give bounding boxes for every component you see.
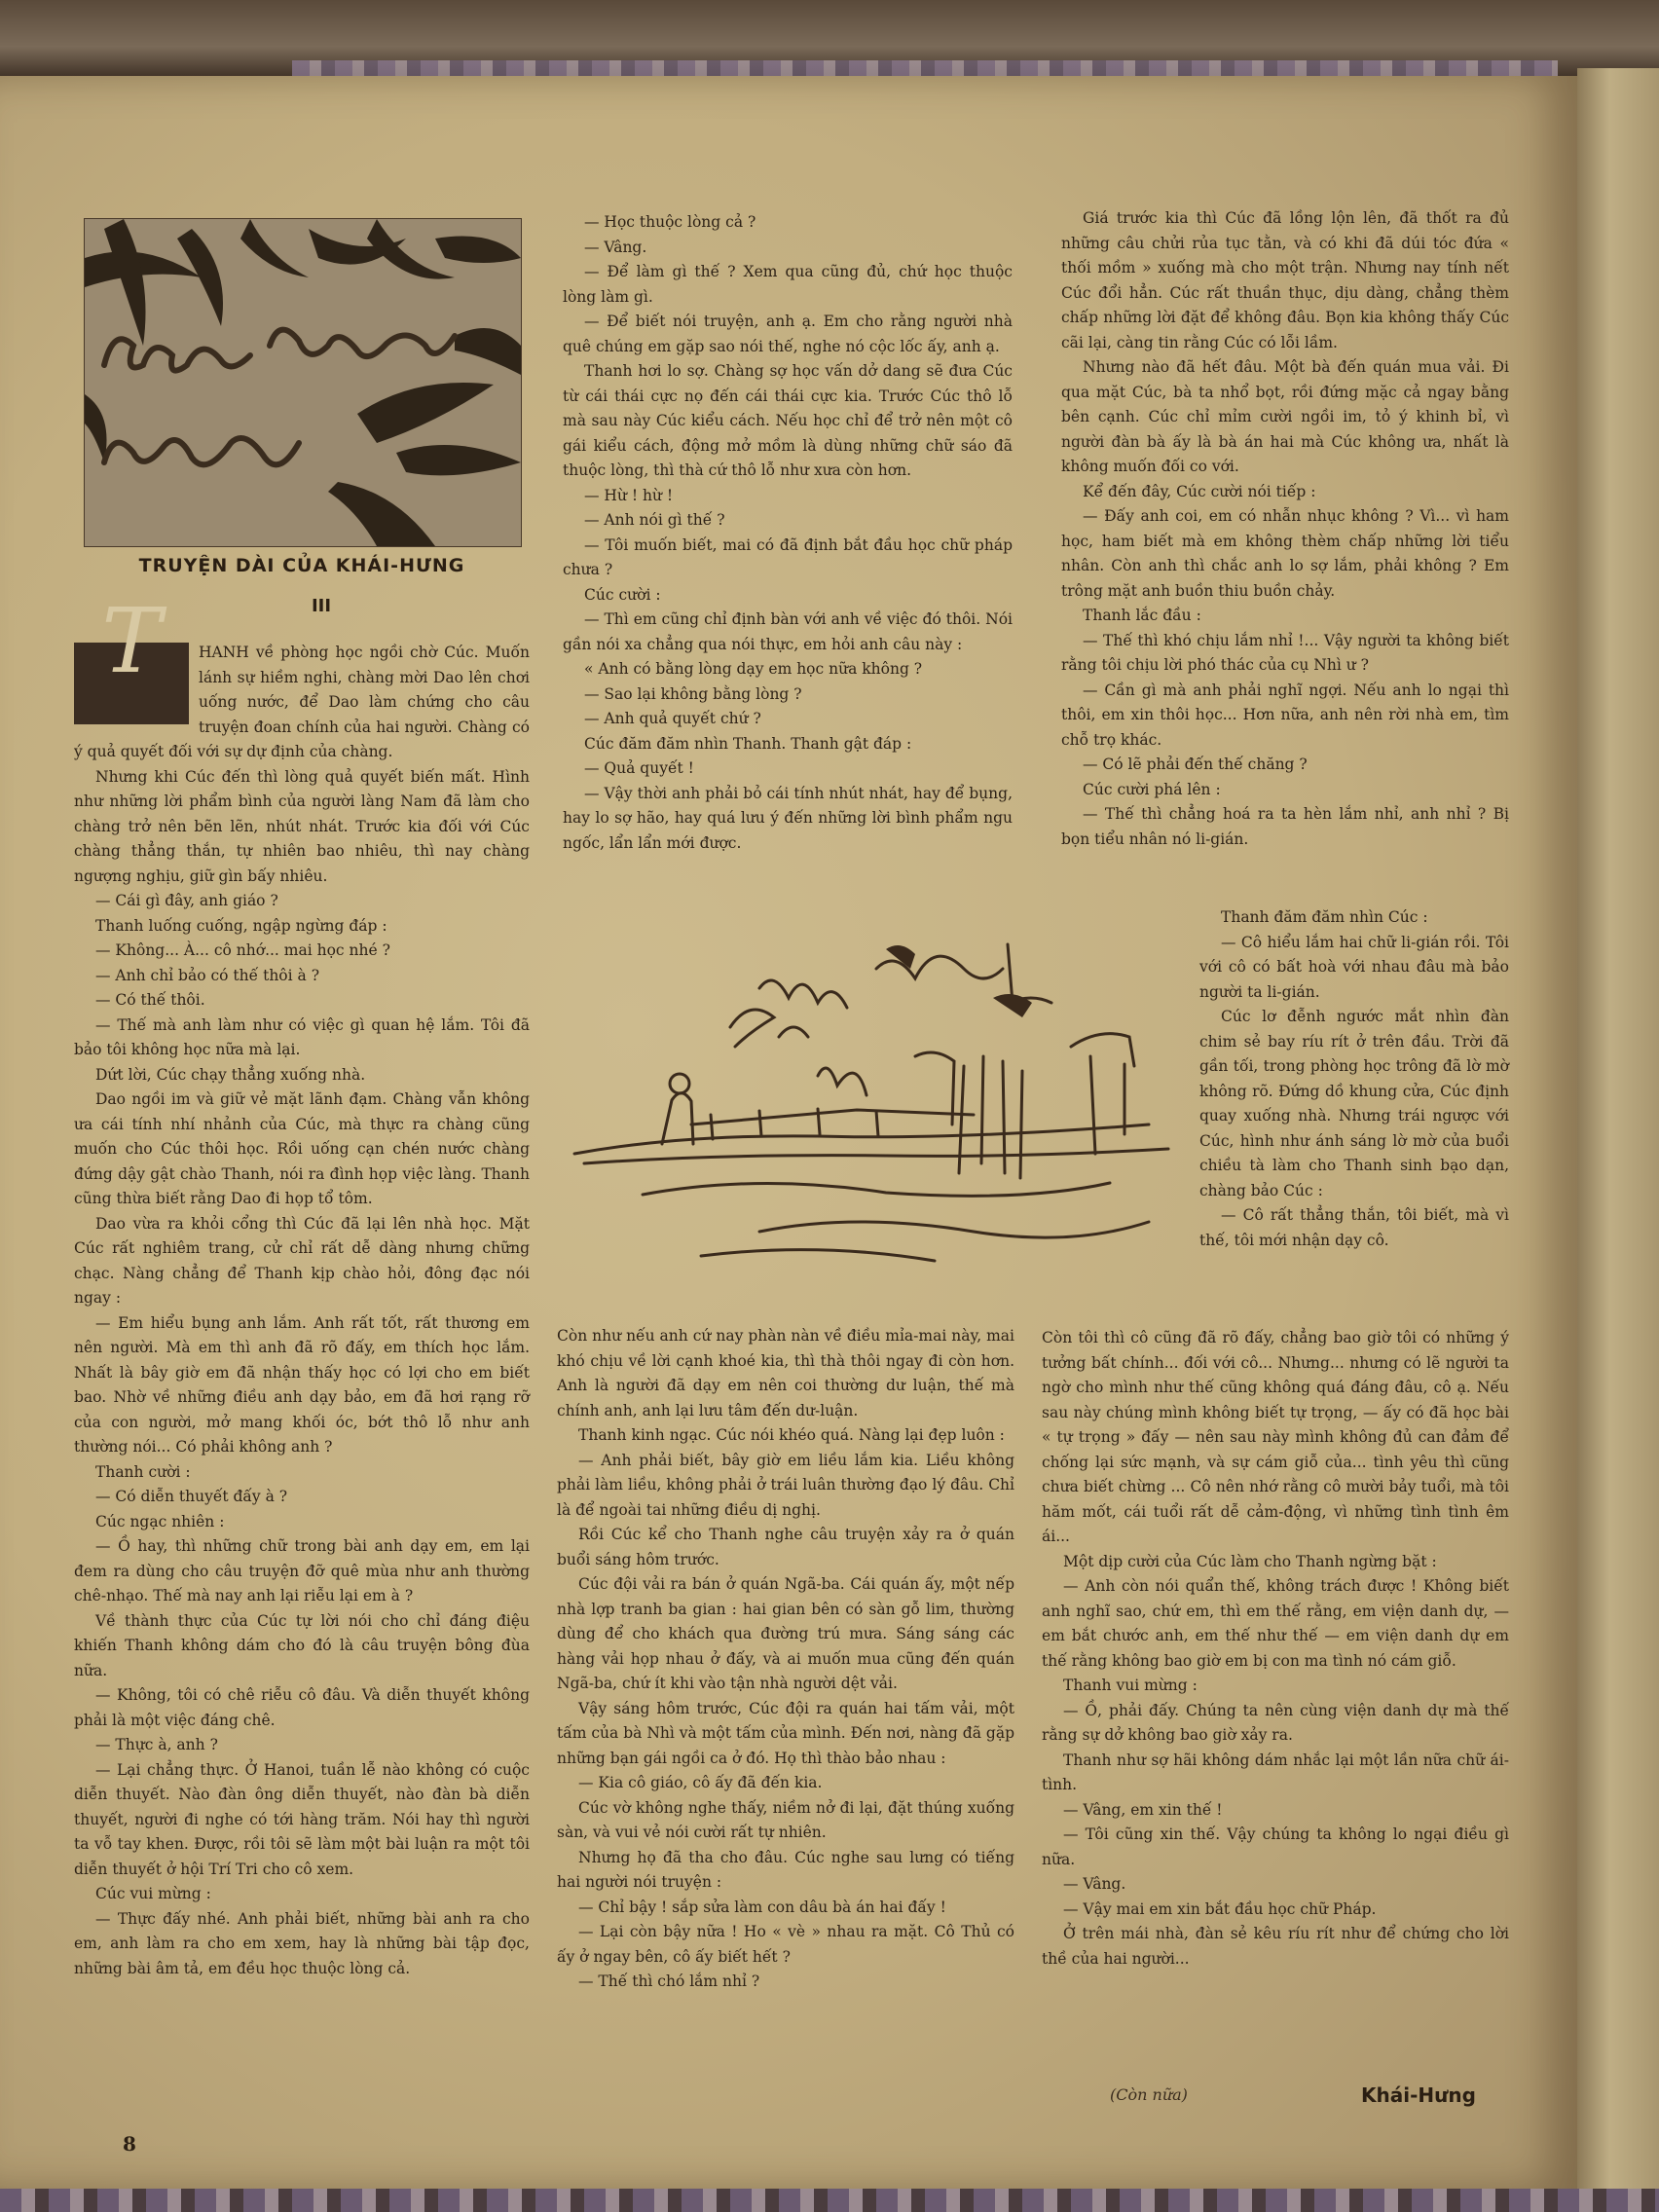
- paragraph: — Anh quả quyết chứ ?: [584, 710, 761, 727]
- paragraph: Nhưng họ đã tha cho đâu. Cúc nghe sau lưng có tiếng hai người nói truyện :: [557, 1848, 1014, 1891]
- paragraph: Thanh lắc đầu :: [1083, 607, 1201, 624]
- paragraph: — Để biết nói truyện, anh ạ. Em cho rằng người nhà quê chúng em gặp sao nói thế, nghe nó cộc lốc ấy, anh ạ.: [563, 313, 1013, 355]
- paragraph: Vậy sáng hôm trước, Cúc đội ra quán hai tấm vải, một tấm của bà Nhì và một tấm của mình. Đến nơi, nàng đã gặp những bạn gái ngồi ca ở đó. Họ thì thào bảo nhau :: [557, 1699, 1014, 1767]
- paragraph: — Chỉ bậy ! sắp sửa làm con dâu bà án hai đấy !: [578, 1898, 946, 1916]
- bamboo-leaves-art: [85, 219, 521, 546]
- paragraph: — Cô rất thẳng thắn, tôi biết, mà vì thế, tôi mới nhận dạy cô.: [1199, 1206, 1509, 1249]
- paragraph: Ở trên mái nhà, đàn sẻ kêu ríu rít như để chứng cho lời thề của hai người...: [1042, 1925, 1509, 1968]
- paragraph: — Ồ, phải đấy. Chúng ta nên cùng viện danh dự mà thế rằng sự dở không bao giờ xảy ra.: [1042, 1701, 1509, 1744]
- author-signature: Khái-Hưng: [1361, 2083, 1476, 2107]
- paragraph: Một dịp cười của Cúc làm cho Thanh ngừng bặt :: [1063, 1552, 1437, 1570]
- paragraph: Thanh vui mừng :: [1063, 1677, 1198, 1694]
- paragraph: Cúc đội vải ra bán ở quán Ngã-ba. Cái quán ấy, một nếp nhà lợp tranh ba gian : hai gian bên có sàn gỗ lim, thường dùng để cho khách qua đường trú mưa. Sáng sáng các hàng vải họp nhau ở đấy, và ai muốn mua cũng đến quán Ngã-ba, chứ ít khi vào tận nhà người dệt vải.: [557, 1575, 1014, 1692]
- paragraph: « Anh có bằng lòng dạy em học nữa không ?: [584, 660, 923, 678]
- paragraph: — Cần gì mà anh phải nghĩ ngợi. Nếu anh lo ngại thì thôi, em xin thôi học... Hơn nữa, anh nên rời nhà em, tìm chỗ trọ khác.: [1061, 681, 1509, 749]
- title-illustration: [84, 218, 522, 547]
- paragraph: Còn tôi thì cô cũng đã rõ đấy, chẳng bao giờ tôi có những ý tưởng bất chính... đối với cô... Nhưng... nhưng có lẽ người ta ngờ cho mình như thế cũng không quá đáng đâu, cô ạ. Nếu sau này chúng mình không biết tự trọng, — ấy có đã học bài « tự trọng » đấy — nên sau này mình không đủ can đảm để chống lại sức mạnh, và sự cám giỗ của... tình yêu thì cũng chưa biết chừng ... Cô nên nhớ rằng cô mười bảy tuổi, mà tôi hăm mốt, cái tuổi rất dễ cảm-động, vì những tình tình êm ái...: [1042, 1329, 1509, 1545]
- paragraph: — Tôi muốn biết, mai có đã định bắt đầu học chữ pháp chưa ?: [563, 535, 1013, 578]
- paragraph: — Anh nói gì thế ?: [584, 511, 725, 529]
- paragraph: Cúc cười phá lên :: [1083, 780, 1221, 798]
- continued-note: (Còn nữa): [1110, 2085, 1188, 2104]
- paragraph: — Ồ hay, thì những chữ trong bài anh dạy em, em lại đem ra dùng cho câu truyện đỡ quê mùa như anh thường chê-nhạo. Thế mà nay anh lại riễu lại em à ?: [74, 1537, 530, 1604]
- byline: TRUYỆN DÀI CỦA KHÁI-HƯNG: [138, 555, 465, 576]
- drop-cap: T: [74, 643, 189, 724]
- paragraph: Cúc ngạc nhiên :: [95, 1512, 225, 1530]
- paragraph: — Quả quyết !: [584, 759, 694, 777]
- page-number: 8: [123, 2132, 136, 2156]
- paragraph: — Vâng, em xin thế !: [1063, 1800, 1223, 1819]
- paragraph: Thanh luống cuống, ngập ngừng đáp :: [95, 916, 387, 935]
- paragraph: — Lại chẳng thực. Ở Hanoi, tuần lễ nào không có cuộc diễn thuyết. Nào đàn ông diễn thuyết, nào đàn bà diễn thuyết, người đi nghe có tới hàng trăm. Nói hay thì người ta vỗ tay khen. Được, rồi tôi sẽ làm một bài luận ra một tôi diễn thuyết ở hội Trí Tri cho cô xem.: [74, 1760, 530, 1878]
- paragraph: — Thế thì chó lắm nhỉ ?: [578, 1972, 760, 1990]
- paragraph: — Anh còn nói quẩn thế, không trách được ! Không biết anh nghĩ sao, chứ em, thì em thế rằng, em viện danh dự, — em bắt chước anh, em thế như thế — em viện danh dự em thế rằng không bao giờ em bị con ma tình nó cám giỗ.: [1042, 1577, 1509, 1670]
- paragraph: — Vậy thời anh phải bỏ cái tính nhút nhát, hay để bụng, hay lo sợ hão, hay quá lưu ý đến những lời bình phẩm ngu ngốc, lẩn lẩn mới được.: [563, 784, 1013, 852]
- paragraph: — Thế thì khó chịu lắm nhỉ !... Vậy người ta không biết rằng tôi chịu lời phó thác của cụ Nhì ư ?: [1061, 631, 1509, 674]
- paragraph: Thanh cười :: [95, 1462, 191, 1481]
- paragraph: — Có thế thôi.: [95, 991, 205, 1009]
- paragraph: — Vâng.: [1063, 1875, 1126, 1893]
- paragraph: Còn như nếu anh cứ nay phàn nàn về điều mỉa-mai này, mai khó chịu về lời cạnh khoé kia, thì thà thôi ngay đi còn hơn. Anh là người đã dạy em nên coi thường dư luận, thế mà chính anh, anh lại lưu tâm đến dư-luận.: [557, 1327, 1014, 1419]
- paragraph: Rồi Cúc kể cho Thanh nghe câu truyện xảy ra ở quán buổi sáng hôm trước.: [557, 1526, 1014, 1568]
- paragraph: Nhưng nào đã hết đâu. Một bà đến quán mua vải. Đi qua mặt Cúc, bà ta nhổ bọt, rồi đứng mặc cả ngay bằng bên cạnh. Cúc chỉ mỉm cười ngồi im, tỏ ý khinh bỉ, vì người đàn bà ấy là bà án hai mà Cúc không ưa, nhất là không muốn đối co với.: [1061, 358, 1509, 475]
- paragraph: — Thế thì chẳng hoá ra ta hèn lắm nhỉ, anh nhỉ ? Bị bọn tiểu nhân nó li-gián.: [1061, 805, 1509, 848]
- background-bottom: [0, 2189, 1659, 2212]
- column-3-bottom: [1042, 1326, 1509, 1972]
- paragraph: Dao ngồi im và giữ vẻ mặt lãnh đạm. Chàng vẫn không ưa cái tính nhí nhảnh của Cúc, mà thực ra chàng cũng muốn cho Cúc thôi học. Rồi uống cạn chén nước chàng đứng dậy gật chào Thanh, nói ra đình họp việc làng. Thanh cũng thừa biết rằng Dao đi họp tổ tôm.: [74, 1090, 530, 1207]
- paragraph: — Cái gì đây, anh giáo ?: [95, 892, 278, 909]
- paragraph: — Không, tôi có chê riễu cô đâu. Và diễn thuyết không phải là một việc đáng chê.: [74, 1686, 530, 1729]
- paragraph: — Hừ ! hừ !: [584, 486, 674, 504]
- paragraph: Thanh đăm đăm nhìn Cúc :: [1221, 908, 1428, 926]
- paragraph: — Có diễn thuyết đấy à ?: [95, 1488, 288, 1505]
- paragraph: Kể đến đây, Cúc cười nói tiếp :: [1083, 482, 1316, 500]
- paragraph: — Sao lại không bằng lòng ?: [584, 684, 802, 703]
- paragraph: — Tôi cũng xin thế. Vậy chúng ta không lo ngại điều gì nữa.: [1042, 1825, 1509, 1868]
- paragraph: Cúc đăm đăm nhìn Thanh. Thanh gật đáp :: [584, 734, 912, 753]
- paragraph: Thanh như sợ hãi không dám nhắc lại một lần nữa chữ ái-tình.: [1042, 1751, 1509, 1793]
- paragraph: — Thực à, anh ?: [95, 1736, 218, 1753]
- paragraph: Thanh hơi lo sợ. Chàng sợ học vấn dở dang sẽ đưa Cúc từ cái thái cực nọ đến cái thái cực kia. Trước Cúc thô lỗ mà sau này Cúc kiểu cách. Nếu học chỉ để trở nên một cô gái kiểu cách, động mở mồm là dùng những chữ sáo đã thuộc lòng, thì thà cứ thô lỗ như xưa còn hơn.: [563, 362, 1013, 479]
- paragraph: — Em hiểu bụng anh lắm. Anh rất tốt, rất thương em nên người. Mà em thì anh đã rõ đấy, em thích học lắm. Nhất là bây giờ em đã nhận thấy học có lợi cho em biết bao. Nhờ về những điều anh dạy bảo, em đã hơi rạng rỡ của con người, mở mang khối óc, bớt thô lỗ như anh thường nói... Có phải không anh ?: [74, 1313, 530, 1456]
- paragraph: — Anh phải biết, bây giờ em liều lắm kia. Liều không phải làm liều, không phải ở trái luân thường đạo lý đâu. Chỉ là để ngoài tai những điều dị nghị.: [557, 1451, 1014, 1519]
- paragraph: — Lại còn bậy nữa ! Ho « vè » nhau ra mặt. Cô Thủ có ấy ở ngay bên, cô ấy biết hết ?: [557, 1923, 1014, 1966]
- paragraph: — Đấy anh coi, em có nhẫn nhục không ? Vì... vì ham học, ham biết mà em không thèm chấp những lời tiểu nhân. Còn anh thì chắc anh lo sợ lắm, phải không ? Em trông mặt anh buồn thiu buồn chảy.: [1061, 507, 1509, 600]
- paragraph: — Kia cô giáo, cô ấy đã đến kia.: [578, 1774, 823, 1791]
- paragraph: Cúc vờ không nghe thấy, niềm nở đi lại, đặt thúng xuống sàn, và vui vẻ nói cười rất tự nhiên.: [557, 1798, 1014, 1841]
- paragraph: — Vậy mai em xin bắt đầu học chữ Pháp.: [1063, 1899, 1377, 1918]
- column-3-top: [1061, 206, 1509, 852]
- paragraph: — Thế mà anh làm như có việc gì quan hệ lắm. Tôi đã bảo tôi không học nữa mà lại.: [74, 1015, 530, 1058]
- column-2-top: [563, 210, 1013, 856]
- paragraph: — Thì em cũng chỉ định bàn với anh về việc đó thôi. Nói gần nói xa chẳng qua nói thực, em hỏi anh câu này :: [563, 610, 1013, 653]
- paragraph: Về thành thực của Cúc tự lời nói cho chỉ đáng điệu khiến Thanh không dám cho đó là câu truyện bông đùa nữa.: [74, 1611, 530, 1679]
- paragraph: — Để làm gì thế ? Xem qua cũng đủ, chứ học thuộc lòng làm gì.: [563, 263, 1013, 306]
- column-3-middle: [1199, 905, 1509, 1253]
- paragraph: Thanh kinh ngạc. Cúc nói khéo quá. Nàng lại đẹp luôn :: [578, 1426, 1005, 1444]
- paragraph: — Học thuộc lòng cả ?: [584, 213, 756, 231]
- village-scene-drawing: [565, 910, 1188, 1319]
- chapter-number: III: [311, 596, 332, 616]
- paragraph: — Cô hiểu lắm hai chữ li-gián rồi. Tôi với cô có bất hoà với nhau đâu mà bảo người ta li-gián.: [1199, 933, 1509, 1001]
- paragraph: — Vâng.: [584, 238, 647, 256]
- story-illustration: [565, 910, 1188, 1319]
- next-page-edge: [1577, 68, 1659, 2212]
- paragraph: HANH về phòng học ngồi chờ Cúc. Muốn lánh sự hiềm nghi, chàng mời Dao lên chơi uống nước, để Dao làm chứng cho câu truyện đoan chính của hai người. Chàng có ý quả quyết đối với sự dự định của chàng.: [74, 644, 530, 760]
- paragraph: Dao vừa ra khỏi cổng thì Cúc đã lại lên nhà học. Mặt Cúc rất nghiêm trang, cử chỉ rất dễ dàng nhưng chững chạc. Nàng chẳng để Thanh kịp chào hỏi, đông đạc nói ngay :: [74, 1214, 530, 1307]
- paragraph: — Anh chỉ bảo có thế thôi à ?: [95, 966, 320, 984]
- paragraph: Nhưng khi Cúc đến thì lòng quả quyết biến mất. Hình như những lời phẩm bình của người làng Nam đã làm cho chàng trở nên bẽn lẽn, nhút nhát. Trước kia đối với Cúc chàng thẳng thắn, tự nhiên bao nhiêu, thì nay chàng ngượng nghịu, giữ gìn bấy nhiêu.: [74, 767, 530, 885]
- paragraph: Dứt lời, Cúc chạy thẳng xuống nhà.: [95, 1065, 366, 1084]
- paragraph: Giá trước kia thì Cúc đã lồng lộn lên, đã thốt ra đủ những câu chửi rủa tục tằn, và có khi đã dúi tóc đứa « thối mồm » xuống mà cho một trận. Nhưng nay tính nết Cúc đổi hẳn. Cúc rất thuần thục, dịu dàng, chẳng thèm chấp những lời đặt để không đâu. Bọn kia không thấy Cúc cãi lại, càng tin rằng Cúc có lỗi lầm.: [1061, 209, 1509, 351]
- paragraph: Cúc lơ đễnh ngước mắt nhìn đàn chim sẻ bay ríu rít ở trên đầu. Trời đã gần tối, trong phòng học trông đã lờ mờ không rõ. Đứng dồ khung cửa, Cúc định quay xuống nhà. Nhưng trái ngược với Cúc, hình như ánh sáng lờ mờ của buổi chiều tà làm cho Thanh sinh bạo dạn, chàng bảo Cúc :: [1199, 1008, 1509, 1199]
- paragraph: — Có lẽ phải đến thế chăng ?: [1083, 756, 1308, 773]
- paragraph: — Không... À... cô nhớ... mai học nhé ?: [95, 941, 390, 959]
- paragraph: Cúc cười :: [584, 585, 661, 604]
- column-2-bottom: [557, 1324, 1014, 1995]
- paragraph: Cúc vui mừng :: [95, 1885, 211, 1902]
- paragraph: — Thực đấy nhé. Anh phải biết, những bài anh ra cho em, anh làm ra cho em xem, hay là những bài tập đọc, những bài âm tả, em đều học thuộc lòng cả.: [74, 1909, 530, 1977]
